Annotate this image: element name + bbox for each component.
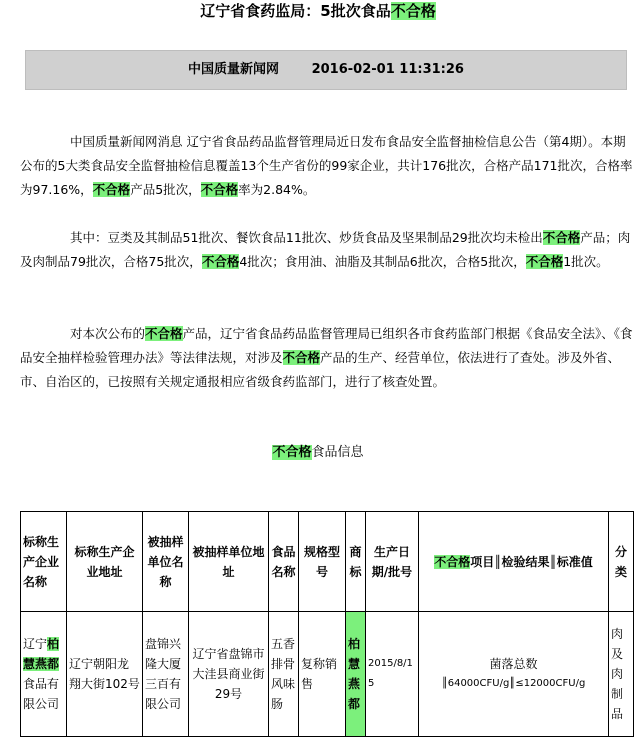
header-food-name: 食品名称	[269, 512, 299, 612]
cell-producer: 辽宁柏慧燕都食品有限公司	[21, 612, 67, 737]
cell-food-name: 五香排骨风味肠	[269, 612, 299, 737]
cell-producer-address: 辽宁朝阳龙翔大街102号	[67, 612, 143, 737]
paragraph-breakdown: 其中：豆类及其制品51批次、餐饮食品11批次、炒货食品及坚果制品29批次均未检出不合格产品；肉及肉制品79批次，合格75批次，不合格4批次；食用油、油脂及其制品6批次，合格5批次，不合格1批次。	[20, 230, 631, 269]
table-header-row	[21, 512, 634, 612]
cell-sampled-unit: 盘锦兴隆大厦三百有限公司	[143, 612, 189, 737]
header-spec: 规格型号	[299, 512, 346, 612]
paragraph-action: 对本次公布的不合格产品，辽宁省食品药品监督管理局已组织各市食药监部门根据《食品安全法》、《食品安全抽样检验管理办法》等法律法规，对涉及不合格产品的生产、经营单位，依法进行了查处。涉及外省、市、自治区的，已按照有关规定通报相应省级食药监部门，进行了核查处置。	[20, 326, 633, 389]
cell-date: 2015/8/15	[366, 612, 419, 737]
paragraph-summary: 中国质量新闻网消息 辽宁省食品药品监督管理局近日发布食品安全监督抽检信息公告（第4期）。本期公布的5大类食品安全监督抽检信息覆盖13个生产省份的99家企业，共计176批次，合格产品171批次，合格率为97.16%，不合格产品5批次，不合格率为2.84%。	[20, 134, 633, 197]
cell-sampled-address: 辽宁省盘锦市大洼县商业街29号	[189, 612, 269, 737]
header-test-item: 不合格项目║检验结果║标准值	[419, 512, 609, 612]
header-category: 分类	[609, 512, 634, 612]
header-date: 生产日期/批号	[366, 512, 419, 612]
source-name: 中国质量新闻网	[188, 62, 280, 77]
header-sampled-unit: 被抽样单位名称	[143, 512, 189, 612]
keyword-highlight: 不合格	[390, 2, 436, 20]
table-row	[21, 612, 634, 737]
cell-category: 肉及肉制品	[609, 612, 634, 737]
cell-spec: 复称销售	[299, 612, 346, 737]
header-producer: 标称生产企业名称	[21, 512, 67, 612]
article-title: 辽宁省食药监局：5批次食品不合格	[200, 2, 436, 20]
header-sampled-address: 被抽样单位地址	[189, 512, 269, 612]
article-meta-bar	[25, 50, 627, 90]
publish-datetime: 2016-02-01 11:31:26	[311, 62, 464, 77]
table-heading: 不合格食品信息	[272, 445, 364, 460]
cell-brand: 柏慧燕都	[346, 612, 366, 737]
failed-food-table	[20, 511, 634, 737]
cell-test-result: 菌落总数 ║64000CFU/g║≤12000CFU/g	[419, 612, 609, 737]
header-producer-address: 标称生产企业地址	[67, 512, 143, 612]
header-brand: 商标	[346, 512, 366, 612]
